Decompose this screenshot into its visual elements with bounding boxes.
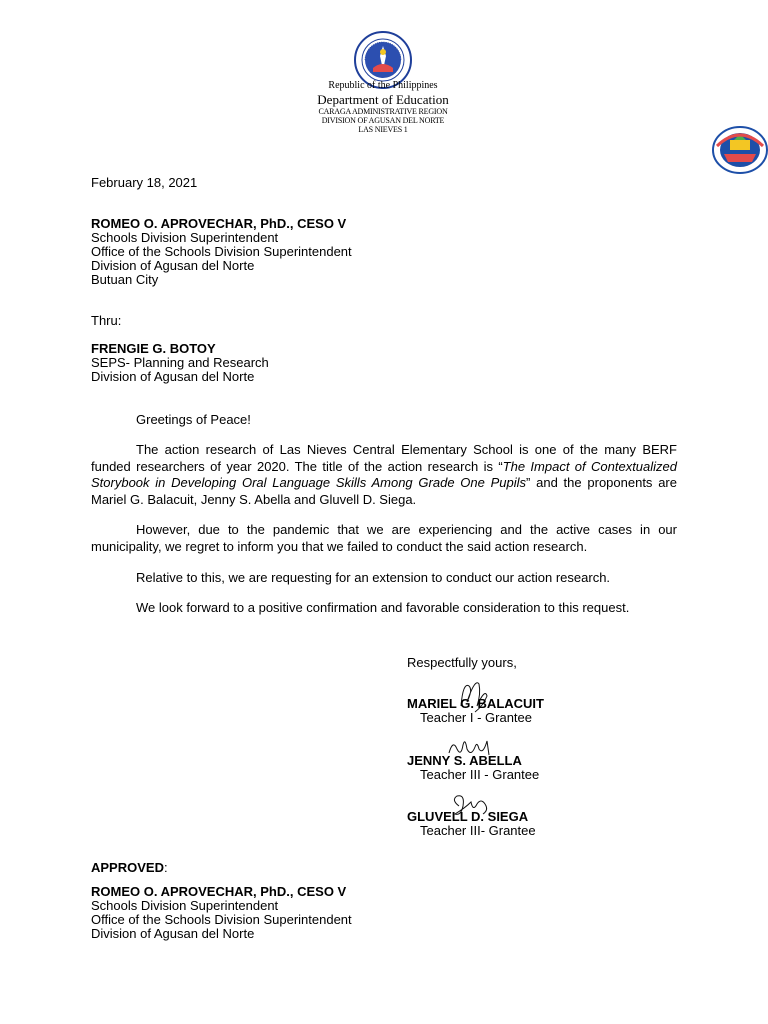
paragraph-3: Relative to this, we are requesting for an extension to conduct our action research. bbox=[136, 570, 611, 585]
approver-line: Division of Agusan del Norte bbox=[91, 926, 255, 941]
signatory-role: Teacher III- Grantee bbox=[420, 823, 536, 838]
paragraph-1 bbox=[91, 442, 677, 508]
region-line: CARAGA ADMINISTRATIVE REGION bbox=[318, 107, 448, 116]
approved-word: APPROVED bbox=[91, 860, 164, 875]
paragraph-1-text-b: ” and the proponents are Mariel G. Balacuit, Jenny S. Abella and Gluvell D. Siega. bbox=[91, 475, 677, 507]
approver-name: ROMEO O. APROVECHAR, PhD., CESO V bbox=[91, 884, 347, 899]
letter-date: February 18, 2021 bbox=[91, 175, 198, 190]
greeting: Greetings of Peace! bbox=[136, 412, 251, 427]
thru-line: SEPS- Planning and Research bbox=[91, 355, 269, 370]
recipient-block bbox=[91, 217, 691, 287]
signatory-role: Teacher I - Grantee bbox=[420, 710, 532, 725]
signatory-block bbox=[407, 697, 707, 725]
division-seal-icon bbox=[712, 126, 768, 174]
closing: Respectfully yours, bbox=[407, 655, 517, 670]
thru-line: Division of Agusan del Norte bbox=[91, 369, 255, 384]
republic-line: Republic of the Philippines bbox=[328, 80, 438, 91]
signatory-name: MARIEL G. BALACUIT bbox=[407, 696, 544, 711]
recipient-line: Office of the Schools Division Superintendent bbox=[91, 244, 352, 259]
research-title: The Impact of Contextualized Storybook in Developing Oral Language Skills Among Grade One Pupils bbox=[91, 458, 678, 490]
department-line: Department of Education bbox=[317, 92, 449, 107]
paragraph-2: However, due to the pandemic that we are experiencing and the active cases in our municipality, we regret to inform you that we failed to conduct the said action research. bbox=[91, 522, 677, 554]
thru-name: FRENGIE G. BOTOY bbox=[91, 341, 216, 356]
recipient-line: Division of Agusan del Norte bbox=[91, 258, 255, 273]
approver-line: Schools Division Superintendent bbox=[91, 898, 279, 913]
approval-label bbox=[91, 861, 168, 875]
paragraph-1-text-a: The action research of Las Nieves Central Elementary School is one of the many BERF funded researchers of year 2020. The title of the action research is “ bbox=[91, 442, 677, 474]
signatory-role: Teacher III - Grantee bbox=[420, 767, 540, 782]
signatory-block bbox=[407, 810, 707, 838]
approver-line: Office of the Schools Division Superintendent bbox=[91, 912, 352, 927]
recipient-name: ROMEO O. APROVECHAR, PhD., CESO V bbox=[91, 216, 347, 231]
signatory-name: JENNY S. ABELLA bbox=[407, 753, 522, 768]
approved-colon: : bbox=[163, 860, 168, 875]
thru-block bbox=[91, 342, 691, 384]
approver-block bbox=[91, 885, 691, 941]
recipient-line: Schools Division Superintendent bbox=[91, 230, 279, 245]
division-line: DIVISION OF AGUSAN DEL NORTE bbox=[321, 116, 445, 125]
paragraph-4: We look forward to a positive confirmation and favorable consideration to this request. bbox=[136, 600, 630, 615]
signatory-block bbox=[407, 754, 707, 782]
thru-label: Thru: bbox=[91, 313, 122, 328]
recipient-line: Butuan City bbox=[91, 272, 159, 287]
signatory-name: GLUVELL D. SIEGA bbox=[407, 809, 529, 824]
district-line: LAS NIEVES 1 bbox=[358, 125, 408, 134]
letterhead bbox=[283, 80, 483, 134]
